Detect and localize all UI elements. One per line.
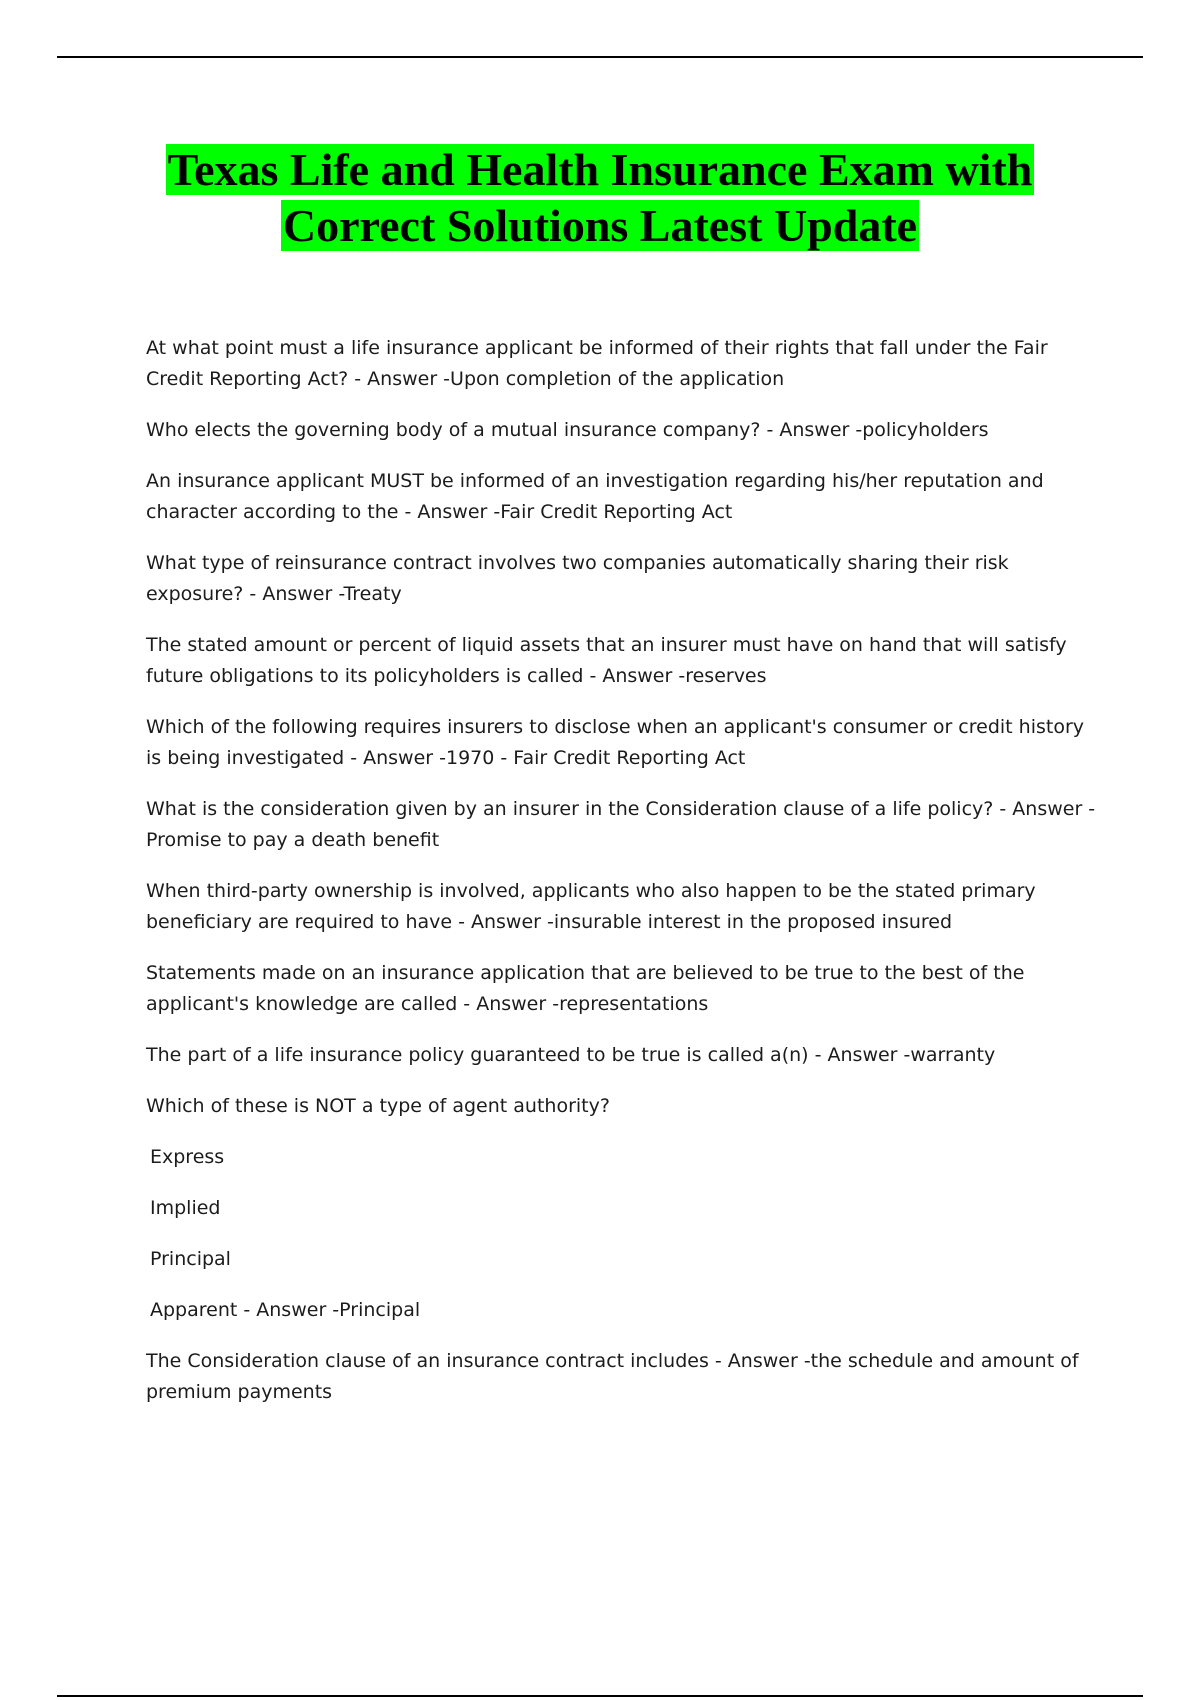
qa-item: The stated amount or percent of liquid assets that an insurer must have on hand that will satisfy future obligations to its policyholders is called - Answer -reserves (146, 634, 1067, 687)
qa-item: Which of these is NOT a type of agent authority? (146, 1095, 610, 1117)
qa-item: The part of a life insurance policy guaranteed to be true is called a(n) - Answer -warranty (146, 1044, 996, 1066)
option-item: Apparent - Answer -Principal (150, 1299, 421, 1321)
title-line-2: Correct Solutions Latest Update (282, 200, 918, 251)
qa-item: At what point must a life insurance applicant be informed of their rights that fall under the Fair Credit Reporting Act? - Answer -Upon completion of the application (146, 337, 1048, 390)
option-item: Express (150, 1146, 225, 1168)
document-title (100, 142, 1100, 254)
option-item: Implied (150, 1197, 221, 1219)
qa-item: Who elects the governing body of a mutual insurance company? - Answer -policyholders (146, 419, 989, 441)
option-item: Principal (150, 1248, 231, 1270)
qa-list (146, 333, 1096, 1428)
top-rule (57, 56, 1143, 58)
qa-item: What is the consideration given by an insurer in the Consideration clause of a life policy? - Answer - Promise to pay a death benefit (146, 798, 1096, 851)
qa-item: What type of reinsurance contract involves two companies automatically sharing their risk exposure? - Answer -Treaty (146, 552, 1009, 605)
title-line-1: Texas Life and Health Insurance Exam with (167, 144, 1033, 195)
qa-item: An insurance applicant MUST be informed of an investigation regarding his/her reputation and character according to the - Answer -Fair Credit Reporting Act (146, 470, 1044, 523)
qa-item: Statements made on an insurance application that are believed to be true to the best of the applicant's knowledge are called - Answer -representations (146, 962, 1025, 1015)
qa-item: The Consideration clause of an insurance contract includes - Answer -the schedule and amount of premium payments (146, 1350, 1079, 1403)
qa-item: When third-party ownership is involved, applicants who also happen to be the stated primary beneficiary are required to have - Answer -insurable interest in the proposed insured (146, 880, 1036, 933)
bottom-rule (57, 1695, 1143, 1697)
qa-item: Which of the following requires insurers to disclose when an applicant's consumer or credit history is being investigated - Answer -1970 - Fair Credit Reporting Act (146, 716, 1085, 769)
